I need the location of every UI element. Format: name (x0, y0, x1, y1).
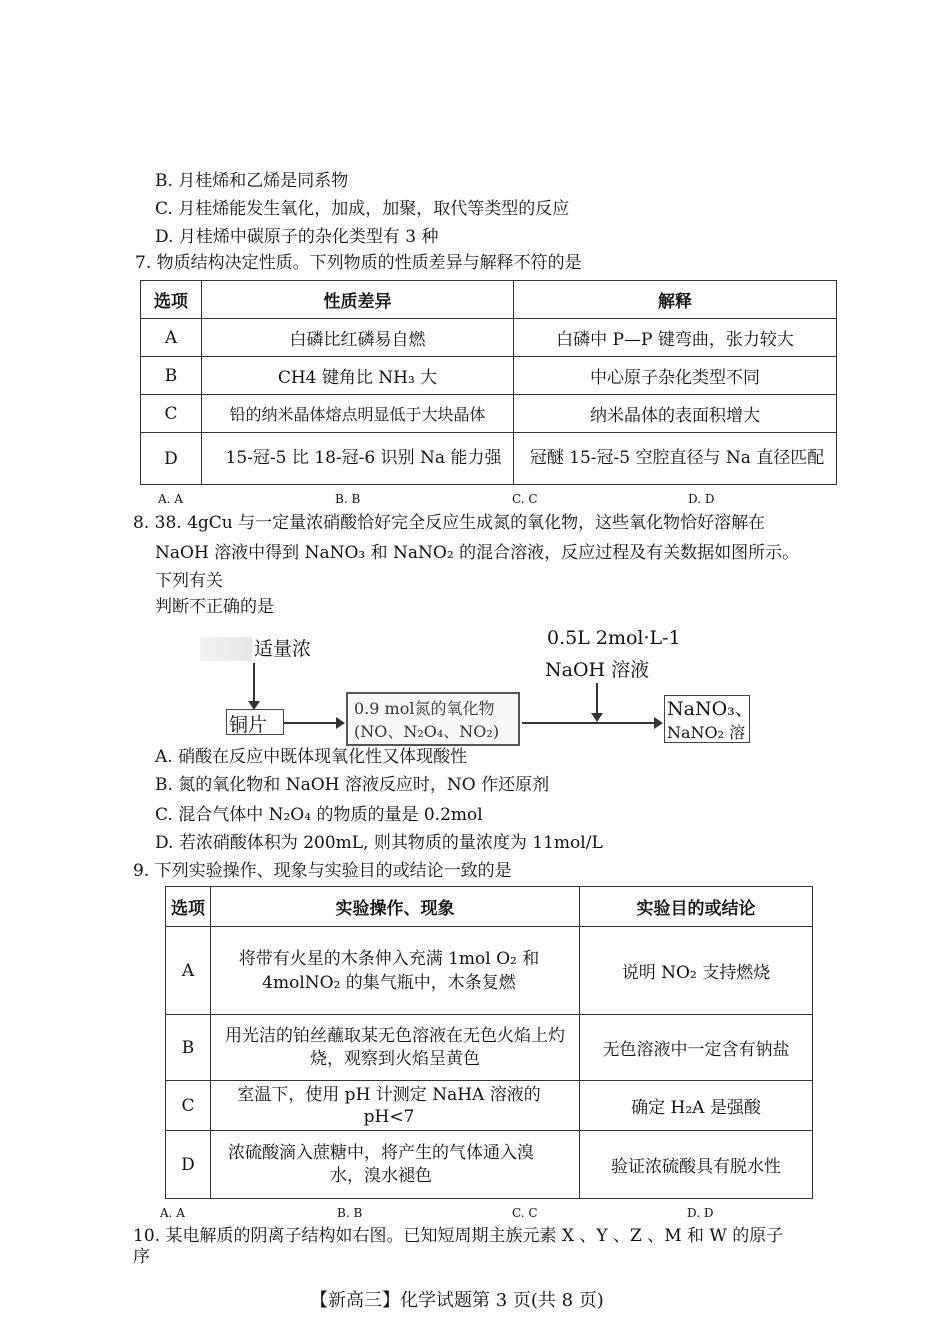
q9-choice-b: B. B (337, 1206, 363, 1220)
q7-table (140, 280, 837, 485)
acid-label: 适量浓 (254, 638, 312, 660)
product-box (664, 695, 754, 743)
product-line2: NaNO₂ 溶 (667, 723, 746, 742)
q9-choice-a: A. A (160, 1206, 185, 1220)
q9-row-d-option: D (166, 1131, 211, 1199)
q9-stem: 9. 下列实验操作、现象与实验目的或结论一致的是 (133, 861, 512, 881)
q7-choice-a: A. A (158, 492, 183, 506)
q7-choice-c: C. C (512, 492, 538, 506)
q7-row-d-option: D (141, 433, 202, 485)
table-row (166, 1081, 813, 1131)
q8-stem-line1: 8. 38. 4gCu 与一定量浓硝酸恰好完全反应生成氮的氧化物，这些氧化物恰好溶解在 (133, 513, 766, 533)
arrow-right-1-head (336, 717, 345, 729)
q7-row-c-explanation: 纳米晶体的表面积增大 (514, 395, 837, 433)
q9-choice-c: C. C (512, 1206, 538, 1220)
q9-row-d-conclusion: 验证浓硫酸具有脱水性 (580, 1131, 813, 1199)
table-row (166, 1015, 813, 1081)
blurred-patch (200, 637, 252, 661)
q9-row-a-option: A (166, 927, 211, 1015)
q7-row-c-difference: 铅的纳米晶体熔点明显低于大块晶体 (202, 395, 514, 433)
arrow-naoh-head (591, 713, 603, 722)
q7-header-explanation: 解释 (514, 281, 837, 319)
q8-reaction-diagram (200, 625, 780, 750)
q8-option-d: D. 若浓硝酸体积为 200mL, 则其物质的量浓度为 11mol/L (155, 833, 603, 853)
copper-label: 铜片 (229, 714, 268, 736)
q10-stem-line1: 10. 某电解质的阴离子结构如右图。已知短周期主族元素 X 、Y 、Z 、M 和 W 的原子 (133, 1226, 784, 1246)
naoh-line1: 0.5L 2mol·L-1 (547, 627, 681, 649)
q9-row-b-operation: 用光洁的铂丝蘸取某无色溶液在无色火焰上灼烧，观察到火焰呈黄色 (211, 1015, 580, 1081)
table-row (141, 395, 837, 433)
q7-row-a-option: A (141, 319, 202, 357)
arrow-right-1-line (284, 722, 338, 724)
arrow-right-2-line (522, 722, 656, 724)
table-row (141, 357, 837, 395)
q9-row-c-operation: 室温下，使用 pH 计测定 NaHA 溶液的 pH<7 (211, 1081, 580, 1131)
table-row (166, 1131, 813, 1199)
q8-stem-line4: 判断不正确的是 (155, 597, 274, 617)
q8-option-c: C. 混合气体中 N₂O₄ 的物质的量是 0.2mol (155, 805, 483, 825)
q7-choice-b: B. B (335, 492, 361, 506)
q7-row-b-difference: CH4 键角比 NH₃ 大 (202, 357, 514, 395)
q8-stem-line2: NaOH 溶液中得到 NaNO₃ 和 NaNO₂ 的混合溶液，反应过程及有关数据如图所示。 (155, 543, 800, 563)
q9-header-operation: 实验操作、现象 (211, 887, 580, 927)
q9-row-a-conclusion: 说明 NO₂ 支持燃烧 (580, 927, 813, 1015)
q9-header-option: 选项 (166, 887, 211, 927)
q7-row-d-explanation: 冠醚 15-冠-5 空腔直径与 Na 直径匹配 (514, 433, 837, 485)
oxide-line1: 0.9 mol氮的氧化物 (354, 699, 495, 718)
q9-row-b-conclusion: 无色溶液中一定含有钠盐 (580, 1015, 813, 1081)
q9-row-a-operation: 将带有火星的木条伸入充满 1mol O₂ 和 4molNO₂ 的集气瓶中，木条复燃 (211, 927, 580, 1015)
table-row (141, 319, 837, 357)
arrow-right-2-head (654, 717, 663, 729)
q9-choice-d: D. D (687, 1206, 714, 1220)
q6-option-c: C. 月桂烯能发生氧化，加成，加聚，取代等类型的反应 (155, 199, 570, 219)
q7-row-c-option: C (141, 395, 202, 433)
naoh-line2: NaOH 溶液 (545, 659, 650, 681)
q7-row-b-explanation: 中心原子杂化类型不同 (514, 357, 837, 395)
q7-stem: 7. 物质结构决定性质。下列物质的性质差异与解释不符的是 (135, 253, 582, 273)
q7-row-d-difference: 15-冠-5 比 18-冠-6 识别 Na 能力强 (202, 433, 514, 485)
q6-option-b: B. 月桂烯和乙烯是同系物 (155, 171, 349, 191)
q7-header-difference: 性质差异 (202, 281, 514, 319)
q7-row-a-difference: 白磷比红磷易自燃 (202, 319, 514, 357)
q6-option-d: D. 月桂烯中碳原子的杂化类型有 3 种 (155, 227, 439, 247)
q7-row-b-option: B (141, 357, 202, 395)
page-footer: 【新高三】化学试题第 3 页(共 8 页) (310, 1290, 604, 1311)
q9-header-conclusion: 实验目的或结论 (580, 887, 813, 927)
arrow-naoh-line (596, 683, 598, 715)
product-line1: NaNO₃、 (667, 698, 754, 720)
table-row (141, 433, 837, 485)
q7-header-option: 选项 (141, 281, 202, 319)
q7-choice-d: D. D (688, 492, 715, 506)
q10-stem-line2: 序 (133, 1247, 150, 1267)
q8-option-a: A. 硝酸在反应中既体现氧化性又体现酸性 (155, 747, 468, 767)
q9-row-b-option: B (166, 1015, 211, 1081)
oxide-box (346, 692, 520, 746)
q9-row-c-option: C (166, 1081, 211, 1131)
oxide-line2: (NO、N₂O₄、NO₂) (354, 722, 500, 741)
q9-table (165, 886, 813, 1199)
copper-box (226, 709, 284, 735)
q8-option-b: B. 氮的氧化物和 NaOH 溶液反应时，NO 作还原剂 (155, 775, 550, 795)
q7-row-a-explanation: 白磷中 P—P 键弯曲，张力较大 (514, 319, 837, 357)
q8-stem-line3: 下列有关 (155, 571, 223, 591)
q9-row-c-conclusion: 确定 H₂A 是强酸 (580, 1081, 813, 1131)
q9-row-d-operation: 浓硫酸滴入蔗糖中，将产生的气体通入溴水，溴水褪色 (211, 1131, 580, 1199)
table-row (166, 927, 813, 1015)
